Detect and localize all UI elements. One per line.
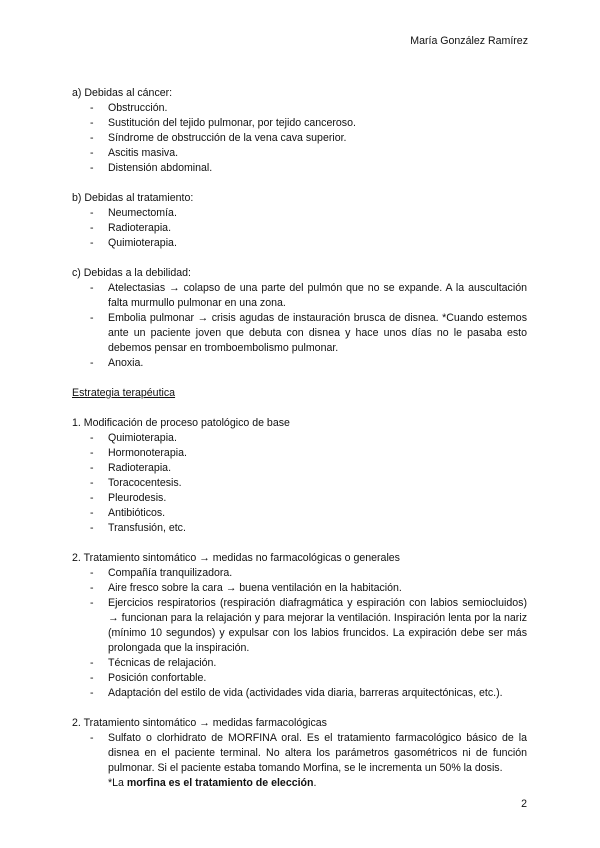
list-item: - Posición confortable. — [72, 671, 527, 686]
list-item: - Aire fresco sobre la cara → buena ventilación en la habitación. — [72, 581, 527, 596]
section-c-list — [72, 281, 527, 371]
list-item: - Atelectasias → colapso de una parte del pulmón que no se expande. A la auscultación falta murmullo pulmonar en una zona. — [72, 281, 527, 311]
list-item: - Radioterapia. — [72, 221, 527, 236]
list-item: - Hormonoterapia. — [72, 446, 527, 461]
note-prefix: *La — [108, 777, 127, 789]
list-item: - Sustitución del tejido pulmonar, por tejido canceroso. — [72, 116, 527, 131]
list-item: - Antibióticos. — [72, 506, 527, 521]
section-b-list — [72, 206, 527, 251]
document-body — [72, 86, 527, 791]
list-item: - Técnicas de relajación. — [72, 656, 527, 671]
list-item: - Obstrucción. — [72, 101, 527, 116]
list-item: - Ascitis masiva. — [72, 146, 527, 161]
list-item: - Compañía tranquilizadora. — [72, 566, 527, 581]
section-2a-list — [72, 566, 527, 701]
list-item: - Adaptación del estilo de vida (actividades vida diaria, barreras arquitectónicas, etc.). — [72, 686, 527, 701]
note-bold: morfina es el tratamiento de elección — [126, 777, 314, 789]
section-a-list — [72, 101, 527, 176]
list-item: - Radioterapia. — [72, 461, 527, 476]
list-item: - Neumectomía. — [72, 206, 527, 221]
list-item: - Quimioterapia. — [72, 431, 527, 446]
list-item: - Anoxia. — [72, 356, 527, 371]
section-1-list — [72, 431, 527, 536]
list-item: - Pleurodesis. — [72, 491, 527, 506]
list-item: - Embolia pulmonar → crisis agudas de instauración brusca de disnea. *Cuando estemos ante un paciente joven que debuta con disnea y hace unos días no le pasaba esto debemos pensar en tromboembolismo pulmonar. — [72, 311, 527, 356]
section-b-heading: b) Debidas al tratamiento: — [72, 192, 194, 204]
section-2b-list — [72, 731, 527, 791]
note-suffix: . — [313, 777, 317, 789]
section-c-heading: c) Debidas a la debilidad: — [72, 267, 191, 279]
list-item: - Toracocentesis. — [72, 476, 527, 491]
list-item: - Síndrome de obstrucción de la vena cava superior. — [72, 131, 527, 146]
section-1-heading: 1. Modificación de proceso patológico de base — [72, 417, 290, 429]
list-item: - Ejercicios respiratorios (respiración diafragmática y espiración con labios semiocluidos) → funcionan para la relajación y para mejorar la ventilación. Inspiración lenta por la nariz (mínimo 10 segundos) y expulsar con los labios fruncidos. La expiración debe ser más prolongada que la inspiración. — [72, 596, 527, 656]
section-a-heading: a) Debidas al cáncer: — [72, 87, 173, 99]
list-item: - Distensión abdominal. — [72, 161, 527, 176]
morphine-text: Sulfato o clorhidrato de MORFINA oral. Es el tratamiento farmacológico básico de la disnea en el paciente terminal. No altera los parámetros gasométricos ni de función pulmonar. Si el paciente estaba tomando Morfina, se le incrementa un 50% la dosis. — [108, 732, 527, 774]
page-header-author: María González Ramírez — [410, 35, 528, 47]
section-2a-heading: 2. Tratamiento sintomático → medidas no farmacológicas o generales — [72, 552, 400, 564]
list-item — [72, 731, 527, 791]
strategy-title: Estrategia terapéutica — [72, 387, 176, 399]
section-2b-heading: 2. Tratamiento sintomático → medidas farmacológicas — [72, 717, 327, 729]
list-item: - Transfusión, etc. — [72, 521, 527, 536]
page-number: 2 — [521, 798, 527, 810]
list-item: - Quimioterapia. — [72, 236, 527, 251]
